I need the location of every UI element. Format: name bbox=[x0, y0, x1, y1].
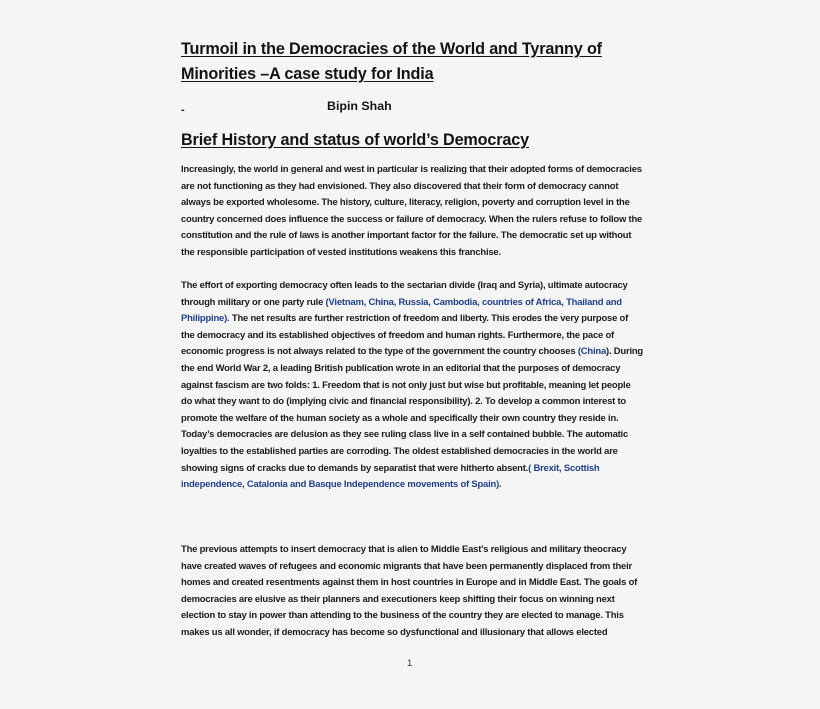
paragraph-text: The net results are further restriction of freedom and liberty. This erodes the very purpose of the democracy and its established objectives of freedom and human rights. Furthermore, the pace of economic progress is not always related to the type of the government the country chooses bbox=[181, 313, 629, 358]
highlighted-china-link[interactable]: (China bbox=[577, 346, 606, 358]
dash-marker: - bbox=[181, 104, 185, 116]
paragraph-1 bbox=[181, 162, 643, 262]
document-title: Turmoil in the Democracies of the World and Tyranny of Minorities –A case study for India bbox=[181, 40, 602, 83]
section-heading: Brief History and status of world’s Democracy bbox=[181, 131, 529, 149]
highlighted-countries-link[interactable]: (Vietnam, China, Russia, Cambodia, countries of Africa, Thailand and Philippine). bbox=[181, 296, 622, 325]
paragraph-2 bbox=[181, 278, 643, 494]
page-number: 1 bbox=[407, 658, 413, 669]
paragraph-text: The previous attempts to insert democracy that is alien to Middle East’s religious and military theocracy have created waves of refugees and economic migrants that have been permanently displaced from their homes and created resentments against them in host countries in Europe and in Middle East. The goals of democracies are elusive as their planners and executioners keep shifting their focus on winning next election to stay in power than attending to the business of the country they are elected to manage. This makes us all wonder, if democracy has become so dysfunctional and illusionary that allows elected bbox=[181, 544, 638, 638]
paragraph-3 bbox=[181, 542, 643, 642]
highlighted-independence-movements-link[interactable]: ( Brexit, Scottish independence, Catalonia and Basque Independence movements of Spain). bbox=[181, 462, 600, 491]
paragraph-text: Increasingly, the world in general and west in particular is realizing that their adopted forms of democracies are not functioning as they had envisioned. They also discovered that their form of democracy cannot always be exported wholesome. The history, culture, literacy, religion, poverty and corruption level in the country concerned does influence the success or failure of democracy. When the rulers refuse to follow the constitution and the rule of laws is another important factor for the failure. The democratic set up without the responsible participation of vested institutions weakens this franchise. bbox=[181, 164, 643, 258]
author-name: Bipin Shah bbox=[327, 99, 392, 113]
paragraph-text: The effort of exporting democracy often leads to the sectarian divide (Iraq and Syria), ultimate autocracy through military or one party rule bbox=[181, 280, 628, 308]
paragraph-text: ). During the end World War 2, a leading British publication wrote in an editorial that the purposes of democracy against fascism are two folds: 1. Freedom that is not only just but wise but profitable, meaning let people do what they want to do (implying civic and financial responsibility). 2. To develop a common interest to promote the welfare of the human society as a whole and specifically their own country they reside in. Today’s democracies are delusion as they see ruling class live in a self contained bubble. The automatic loyalties to the established parties are corroding. The oldest established democracies in the world are showing signs of cracks due to demands by separatist that were hitherto absent. bbox=[181, 346, 643, 474]
